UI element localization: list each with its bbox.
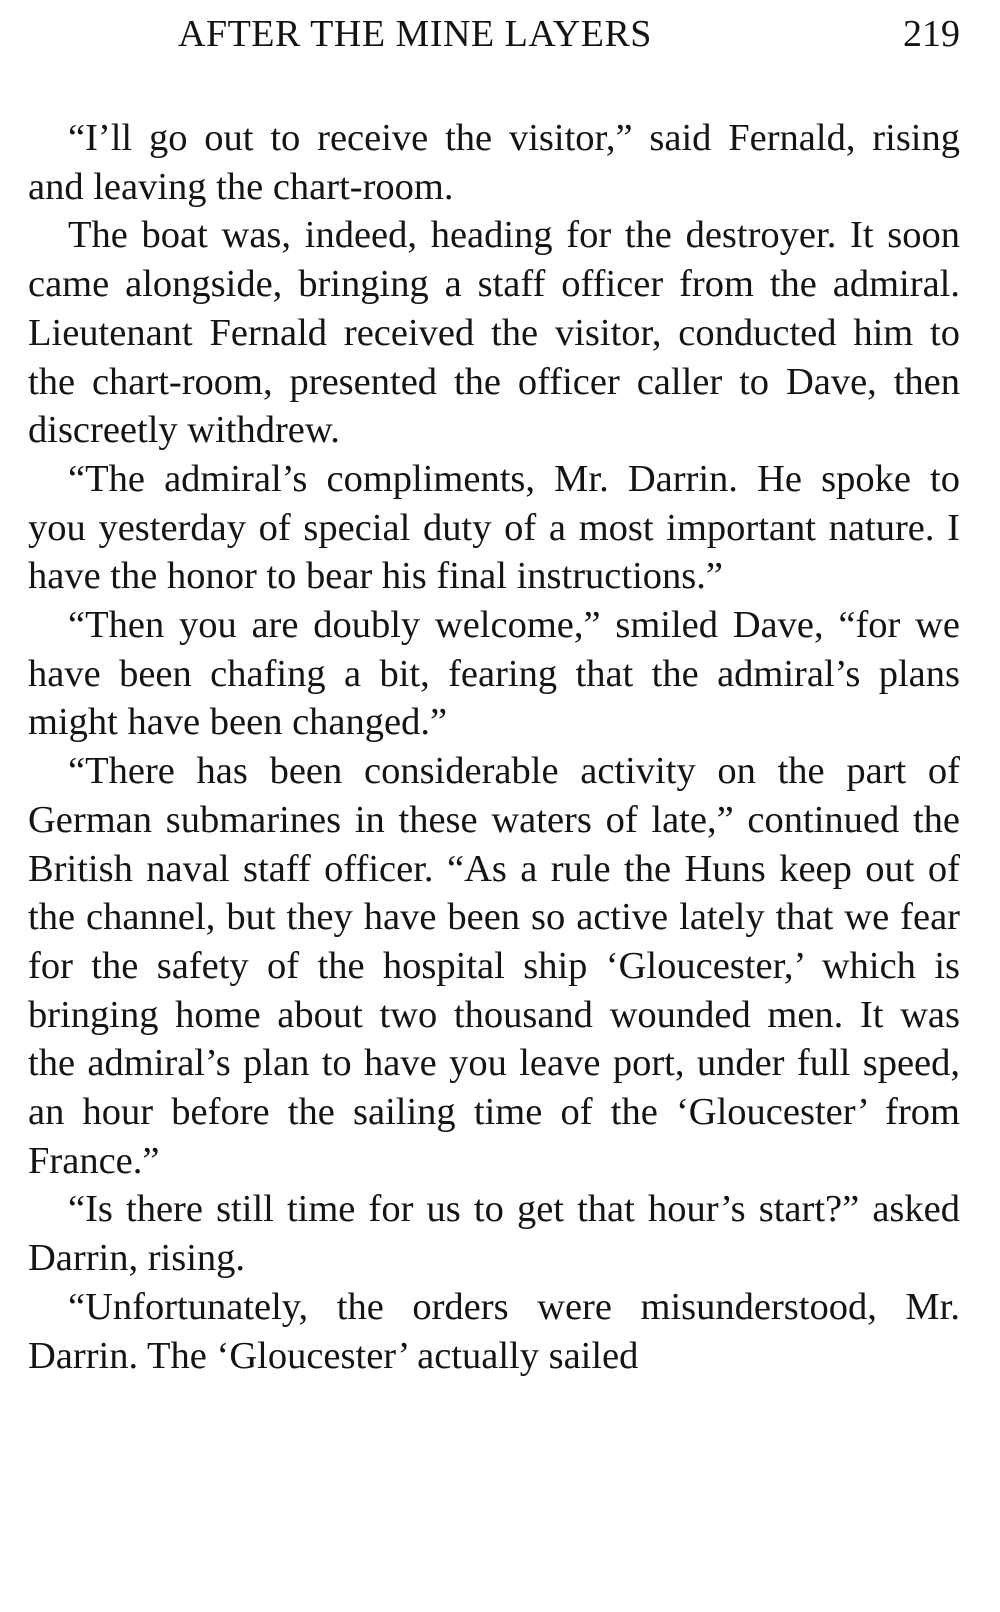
paragraph: “There has been considerable activity on the part of German submarines in these waters of late,” continued the British naval staff officer. “As a rule the Huns keep out of the channel, but they have been so active lately that we fear for the safety of the hospital ship ‘Gloucester,’ which is bringing home about two thousand wounded men. It was the admiral’s plan to have you leave port, under full speed, an hour before the sailing time of the ‘Gloucester’ from France.” <box>28 750 960 1182</box>
page-number: 219 <box>903 13 960 55</box>
page-header <box>28 12 960 62</box>
paragraph: The boat was, indeed, heading for the destroyer. It soon came alongside, bringing a staff officer from the admiral. Lieutenant Fernald received the visitor, conducted him to the chart-room, presented the officer caller to Dave, then discreetly withdrew. <box>28 214 960 452</box>
running-head: AFTER THE MINE LAYERS <box>178 13 652 55</box>
paragraph: “The admiral’s compliments, Mr. Darrin. He spoke to you yesterday of special duty of a most important nature. I have the honor to bear his final instructions.” <box>28 457 960 598</box>
paragraph: “Is there still time for us to get that hour’s start?” asked Darrin, rising. <box>28 1188 960 1280</box>
paragraph: “Unfortunately, the orders were misunderstood, Mr. Darrin. The ‘Gloucester’ actually sailed <box>28 1285 960 1377</box>
body-text <box>28 114 960 1380</box>
paragraph: “Then you are doubly welcome,” smiled Dave, “for we have been chafing a bit, fearing that the admiral’s plans might have been changed.” <box>28 604 960 744</box>
paragraph: “I’ll go out to receive the visitor,” said Fernald, rising and leaving the chart-room. <box>28 117 960 208</box>
